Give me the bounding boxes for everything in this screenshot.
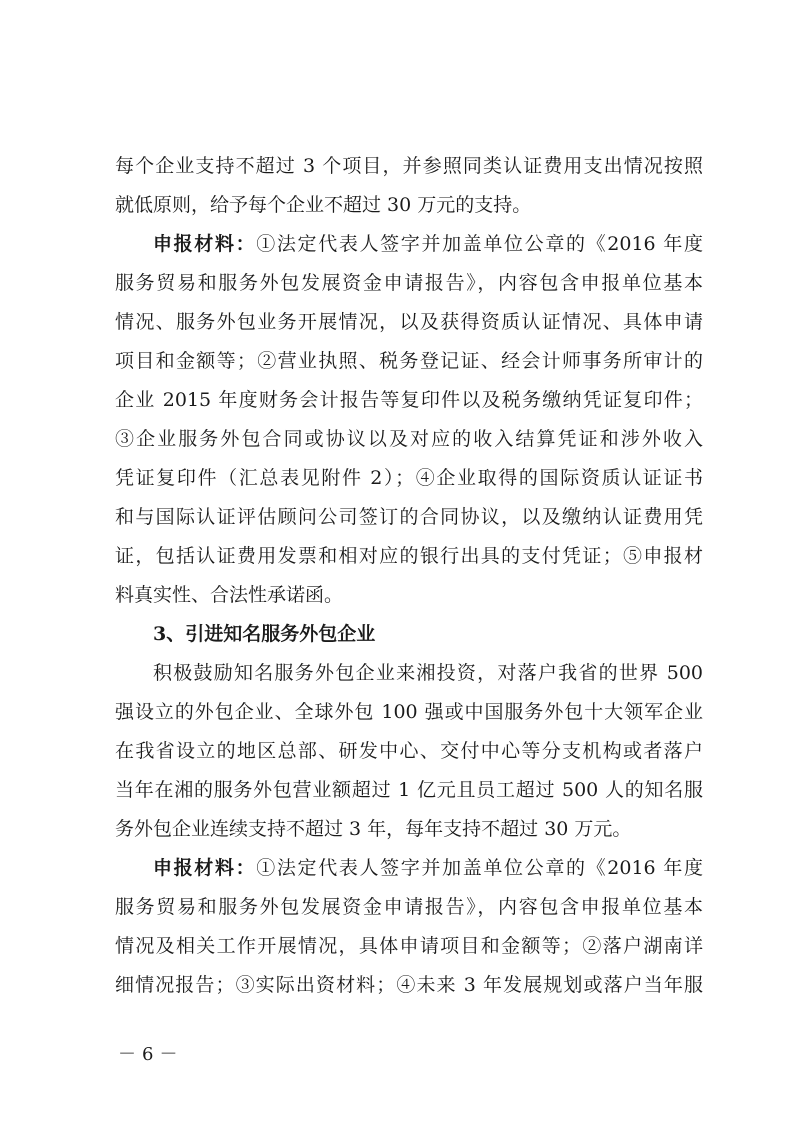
text-line: 每个企业支持不超过 3 个项目，并参照同类认证费用支出情况按照: [115, 155, 703, 177]
text-span: ①法定代表人签字并加盖单位公章的《2016 年度: [256, 233, 703, 255]
paragraph-line: [153, 223, 703, 265]
text-line: 情况及相关工作开展情况，具体申请项目和金额等；②落户湖南详: [115, 935, 703, 957]
text-line: 服务贸易和服务外包发展资金申请报告》，内容包含申报单位基本: [115, 896, 703, 918]
text-line: 强设立的外包企业、全球外包 100 强或中国服务外包十大领军企业: [115, 701, 703, 723]
lead-label: 申报材料：: [153, 233, 257, 255]
text-line: 在我省设立的地区总部、研发中心、交付中心等分支机构或者落户: [115, 740, 703, 762]
text-line: 情况、服务外包业务开展情况，以及获得资质认证情况、具体申请: [115, 311, 703, 333]
text-line: 凭证复印件（汇总表见附件 2）；④企业取得的国际资质认证证书: [115, 467, 703, 489]
text-line: 证，包括认证费用发票和相对应的银行出具的支付凭证；⑤申报材: [115, 545, 703, 567]
text-line: 企业 2015 年度财务会计报告等复印件以及税务缴纳凭证复印件；: [115, 389, 703, 411]
text-line: 细情况报告；③实际出资材料；④未来 3 年发展规划或落户当年服: [115, 974, 703, 996]
section-heading: 3、引进知名服务外包企业: [153, 623, 376, 645]
text-line: 当年在湘的服务外包营业额超过 1 亿元且员工超过 500 人的知名服: [115, 779, 703, 801]
text-line: ③企业服务外包合同或协议以及对应的收入结算凭证和涉外收入: [115, 428, 703, 450]
text-line: 积极鼓励知名服务外包企业来湘投资，对落户我省的世界 500: [153, 662, 703, 684]
text-line: 务外包企业连续支持不超过 3 年，每年支持不超过 30 万元。: [115, 818, 632, 840]
text-line: 服务贸易和服务外包发展资金申请报告》，内容包含申报单位基本: [115, 272, 703, 294]
text-line: 料真实性、合法性承诺函。: [115, 584, 344, 606]
text-span: ①法定代表人签字并加盖单位公章的《2016 年度: [256, 857, 703, 879]
text-line: 项目和金额等；②营业执照、税务登记证、经会计师事务所审计的: [115, 350, 703, 372]
text-line: 就低原则，给予每个企业不超过 30 万元的支持。: [115, 194, 532, 216]
text-line: 和与国际认证评估顾问公司签订的合同协议，以及缴纳认证费用凭: [115, 506, 703, 528]
paragraph-line: [153, 847, 703, 889]
lead-label: 申报材料：: [153, 857, 257, 879]
page-number: －6－: [118, 1044, 184, 1065]
